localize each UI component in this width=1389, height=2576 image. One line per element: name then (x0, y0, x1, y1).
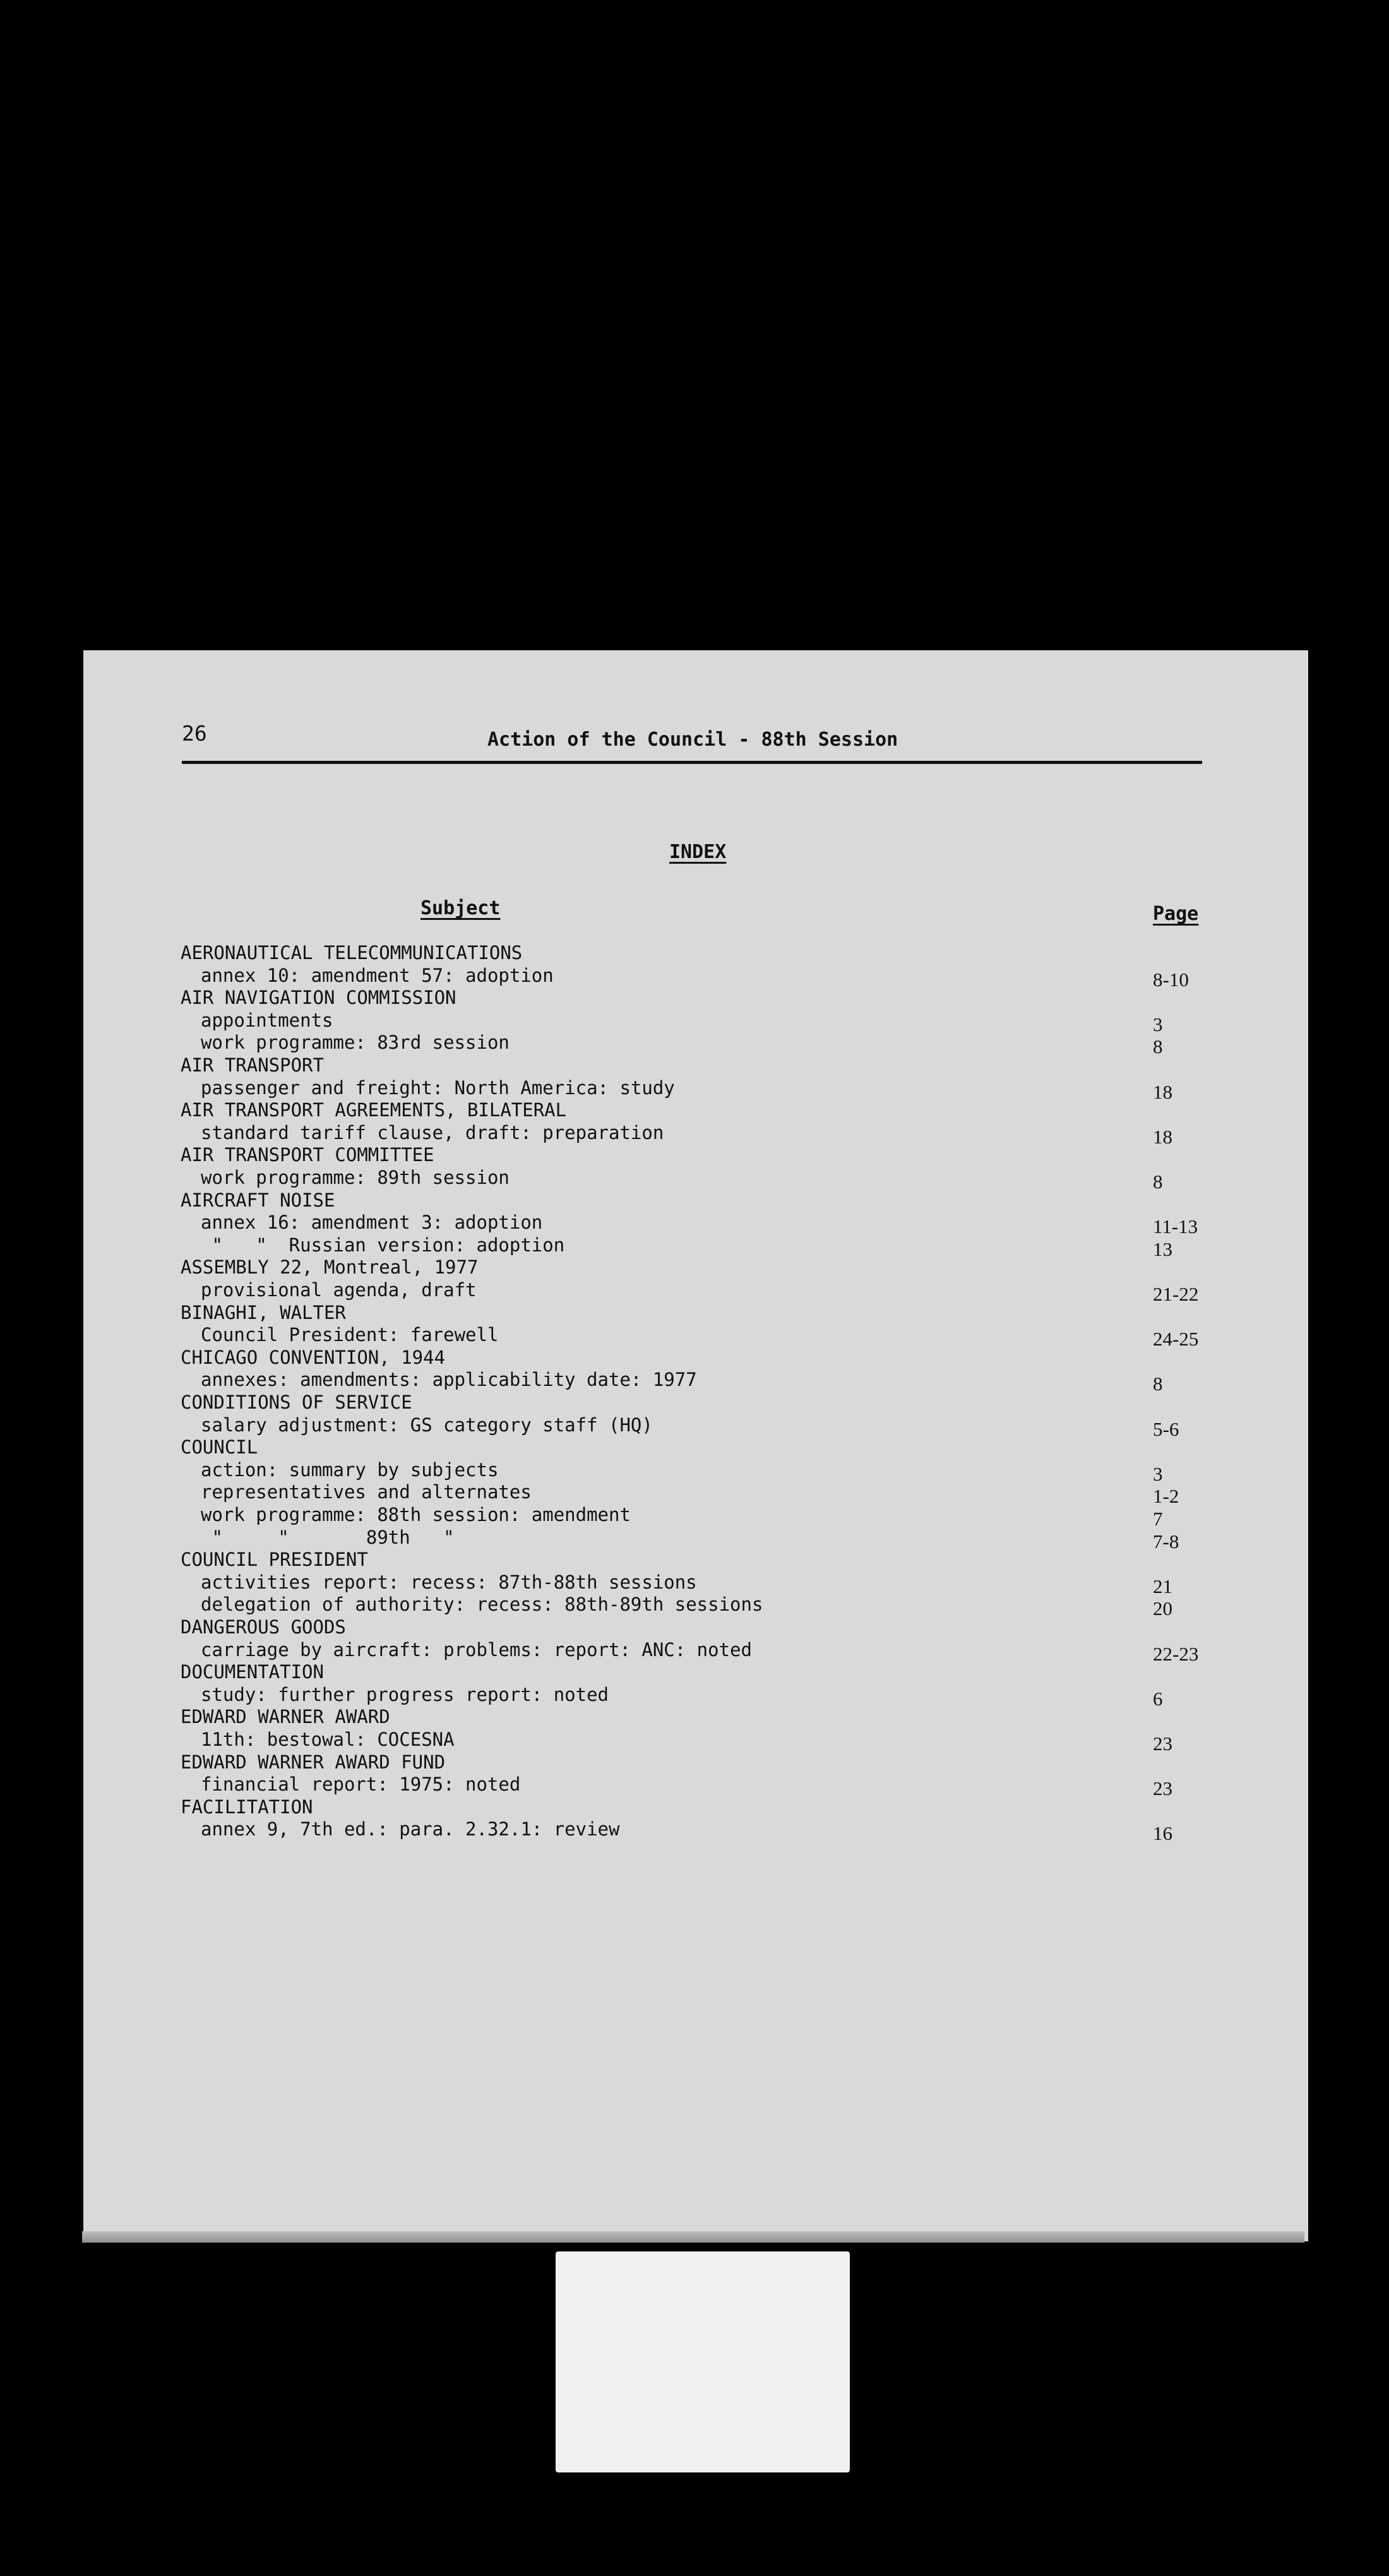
page-column-heading: Page (1153, 903, 1199, 925)
index-subentry: salary adjustment: GS category staff (HQ) (201, 1414, 653, 1436)
index-subject: DOCUMENTATION (181, 1661, 324, 1683)
index-subject: AIRCRAFT NOISE (181, 1189, 335, 1211)
index-subentry: annexes: amendments: applicability date: 1977 (201, 1369, 697, 1391)
document-page (83, 650, 1308, 2241)
index-subject: BINAGHI, WALTER (181, 1301, 346, 1323)
index-subject: EDWARD WARNER AWARD FUND (181, 1751, 446, 1773)
index-subject: DANGEROUS GOODS (181, 1616, 346, 1638)
index-page-reference: 20 (1153, 1597, 1172, 1620)
index-page-reference: 8-10 (1153, 968, 1189, 991)
page-number: 26 (182, 721, 207, 746)
index-page-reference: 8 (1153, 1171, 1163, 1193)
archive-label-card (556, 2251, 850, 2472)
index-subject: AIR NAVIGATION COMMISSION (181, 987, 456, 1009)
index-page-reference: 23 (1153, 1777, 1172, 1800)
index-subentry: " " Russian version: adoption (201, 1234, 565, 1256)
index-subentry: delegation of authority: recess: 88th-89th sessions (201, 1594, 763, 1616)
index-subentry: work programme: 88th session: amendment (201, 1504, 631, 1525)
index-entries (83, 650, 1308, 1913)
index-subentry: Council President: farewell (201, 1324, 499, 1346)
index-subentry: provisional agenda, draft (201, 1279, 477, 1301)
index-subentry: 11th: bestowal: COCESNA (201, 1729, 455, 1750)
page-bottom-edge (82, 2231, 1304, 2243)
index-subject: FACILITATION (181, 1796, 313, 1818)
running-title: Action of the Council - 88th Session (487, 729, 898, 751)
index-subentry: " " 89th " (201, 1526, 455, 1548)
index-subentry: passenger and freight: North America: study (201, 1076, 675, 1099)
index-subject: EDWARD WARNER AWARD (181, 1706, 390, 1728)
index-subentry: representatives and alternates (201, 1481, 532, 1503)
index-subentry: carriage by aircraft: problems: report: ANC: noted (201, 1638, 752, 1661)
index-subject: COUNCIL (181, 1436, 258, 1458)
subject-column-heading: Subject (420, 897, 501, 919)
index-page-reference: 18 (1153, 1080, 1172, 1103)
index-page-reference: 16 (1153, 1822, 1172, 1845)
index-heading: INDEX (669, 841, 727, 863)
index-page-reference: 24-25 (1153, 1328, 1199, 1351)
index-subject: AERONAUTICAL TELECOMMUNICATIONS (181, 942, 523, 963)
index-page-reference: 7-8 (1153, 1530, 1179, 1553)
index-page-reference: 3 (1153, 1013, 1163, 1035)
index-subject: CONDITIONS OF SERVICE (181, 1392, 412, 1413)
index-page-reference: 7 (1153, 1508, 1163, 1530)
index-page-reference: 6 (1153, 1687, 1163, 1710)
index-subentry: appointments (201, 1009, 333, 1031)
index-subentry: study: further progress report: noted (201, 1683, 609, 1705)
index-subject: COUNCIL PRESIDENT (181, 1549, 368, 1571)
index-subentry: work programme: 83rd session (201, 1032, 510, 1054)
index-subentry: financial report: 1975: noted (201, 1774, 521, 1796)
index-page-reference: 8 (1153, 1035, 1163, 1058)
index-page-reference: 22-23 (1153, 1642, 1199, 1665)
index-page-reference: 18 (1153, 1125, 1172, 1148)
index-subentry: work programme: 89th session (201, 1167, 510, 1188)
index-subentry: annex 16: amendment 3: adoption (201, 1212, 543, 1234)
index-page-reference: 23 (1153, 1732, 1172, 1755)
index-subject: ASSEMBLY 22, Montreal, 1977 (181, 1256, 479, 1279)
index-page-reference: 1-2 (1153, 1485, 1179, 1508)
index-subject: AIR TRANSPORT COMMITTEE (181, 1144, 434, 1166)
index-subentry: standard tariff clause, draft: preparation (201, 1121, 664, 1143)
index-page-reference: 21 (1153, 1575, 1172, 1597)
index-page-reference: 8 (1153, 1373, 1163, 1395)
index-subject: AIR TRANSPORT AGREEMENTS, BILATERAL (181, 1099, 567, 1121)
index-subject: AIR TRANSPORT (181, 1054, 324, 1076)
index-subentry: annex 9, 7th ed.: para. 2.32.1: review (201, 1818, 620, 1840)
index-page-reference: 13 (1153, 1237, 1172, 1260)
index-subentry: annex 10: amendment 57: adoption (201, 964, 554, 986)
index-subject: CHICAGO CONVENTION, 1944 (181, 1346, 446, 1368)
index-page-reference: 5-6 (1153, 1417, 1179, 1440)
index-page-reference: 21-22 (1153, 1283, 1199, 1305)
index-page-reference: 11-13 (1153, 1215, 1198, 1238)
index-page-reference: 3 (1153, 1462, 1163, 1485)
index-subentry: activities report: recess: 87th-88th sessions (201, 1571, 697, 1593)
index-subentry: action: summary by subjects (201, 1458, 499, 1481)
